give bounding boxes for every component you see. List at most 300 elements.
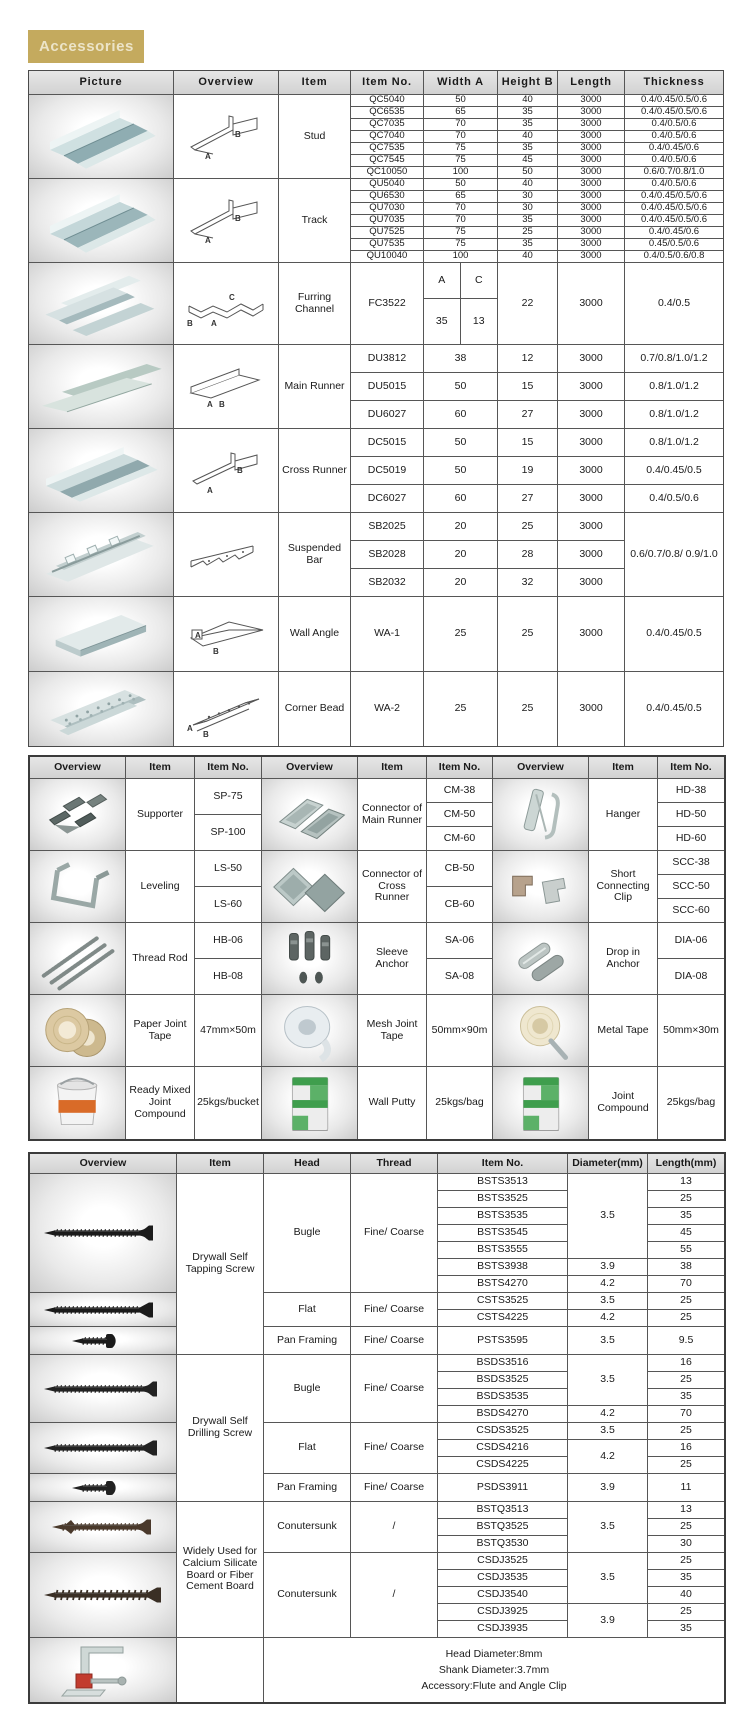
- length-cell: 25: [648, 1191, 724, 1208]
- screw-tapping-flat-cell: [30, 1293, 177, 1327]
- item-no-cell: CSDJ3540: [438, 1587, 568, 1604]
- table3-header-head: Head: [264, 1154, 351, 1174]
- diameter-cell: 3.5: [568, 1174, 648, 1259]
- length-cell: 3000: [558, 457, 625, 485]
- length-cell: 16: [648, 1440, 724, 1457]
- connector-main-photo-image: [264, 782, 354, 848]
- metal-tape-photo-image: [495, 998, 585, 1064]
- item-no-cell: CSDJ3935: [438, 1621, 568, 1638]
- item-no-column-hanger: [658, 779, 724, 851]
- item-no-cell: SCC-60: [658, 899, 724, 923]
- item-no-cell: QC7040: [351, 131, 424, 143]
- head-block-bugle: [264, 1174, 724, 1293]
- length-cell: 3000: [558, 541, 625, 569]
- connector-cross-photo-cell: [262, 851, 358, 923]
- thread-cell: Fine/ Coarse: [351, 1355, 438, 1423]
- sleeve-anchor-photo-cell: [262, 923, 358, 995]
- angle-clip-cell: [30, 1638, 177, 1702]
- item-no-cell: LS-60: [195, 887, 262, 923]
- width-a-cell: 65: [424, 107, 498, 119]
- subrow: [351, 401, 723, 429]
- length-cell: 70: [648, 1406, 724, 1423]
- group-rows-cross-runner: [351, 429, 723, 513]
- screw-image: [67, 1329, 139, 1353]
- item-no-cell: HB-06: [195, 923, 262, 959]
- item-no-cell: QC10050: [351, 167, 424, 179]
- height-b-cell: 35: [498, 215, 558, 227]
- item-no-cell: CSDS4216: [438, 1440, 568, 1457]
- paper-tape-photo-image: [32, 998, 122, 1064]
- thread-cell: Fine/ Coarse: [351, 1327, 438, 1355]
- item-label-main-runner: Main Runner: [279, 345, 351, 429]
- length-cell: 9.5: [648, 1327, 724, 1355]
- svg-text:A: A: [207, 399, 213, 409]
- height-b-cell: 45: [498, 155, 558, 167]
- item-no-cell: BSTS3513: [438, 1174, 568, 1191]
- item-no-cell: BSDS3516: [438, 1355, 568, 1372]
- length-column: [648, 1174, 724, 1293]
- table1-header-item-no: Item No.: [351, 71, 424, 95]
- length-cell: 3000: [558, 263, 625, 345]
- accessories-items-table: [28, 755, 726, 1141]
- table3-header-thread: Thread: [351, 1154, 438, 1174]
- screw-image: [39, 1299, 167, 1321]
- item-no-column: [438, 1293, 568, 1327]
- head-cell: Flat: [264, 1423, 351, 1474]
- head-block-pan-framing: [264, 1474, 724, 1502]
- height-b-cell: 25: [498, 597, 558, 672]
- table1-header-length: Length: [558, 71, 625, 95]
- cross-runner-drawing-image: [183, 441, 269, 501]
- item-no-cell: SB2028: [351, 541, 424, 569]
- width-a-cell: 70: [424, 203, 498, 215]
- item-no-cell: BSTS3555: [438, 1242, 568, 1259]
- item-label-short-connecting-clip: Short Connecting Clip: [589, 851, 658, 923]
- item-no-column: [438, 1327, 568, 1355]
- svg-text:B: B: [213, 647, 219, 656]
- item-no-cell: DC5015: [351, 429, 424, 457]
- width-a-cell: 65: [424, 191, 498, 203]
- item-no-column: [438, 1174, 568, 1293]
- screw-group-1: [30, 1174, 724, 1355]
- width-a-cell: 70: [424, 119, 498, 131]
- wall-angle-overview-cell: [174, 597, 279, 672]
- screw-image: [47, 1516, 159, 1538]
- metal-tape-photo-cell: [493, 995, 589, 1067]
- table1-header-picture: Picture: [29, 71, 174, 95]
- item-no-cell: CSDS4225: [438, 1457, 568, 1474]
- table2-header-item-no-2: Item No.: [427, 757, 493, 779]
- svg-text:B: B: [235, 129, 241, 139]
- item-label-suspended-bar: Suspended Bar: [279, 513, 351, 597]
- table2-header-overview-3: Overview: [493, 757, 589, 779]
- item-no-cell: DU3812: [351, 345, 424, 373]
- note-line: Accessory:Flute and Angle Clip: [421, 1680, 567, 1693]
- cross-runner-photo-image: [32, 432, 170, 510]
- item-no-cell: CSDJ3535: [438, 1570, 568, 1587]
- subrow: [351, 215, 723, 227]
- svg-text:B: B: [219, 399, 225, 409]
- table2-header-item-1: Item: [126, 757, 195, 779]
- table2-header-item-2: Item: [358, 757, 427, 779]
- thickness-cell: 0.4/0.5: [625, 263, 723, 345]
- item-no-cell: SP-100: [195, 815, 262, 851]
- table1-header-item: Item: [279, 71, 351, 95]
- length-column: [648, 1423, 724, 1474]
- table2-row-1: [30, 779, 724, 851]
- length-cell: 35: [648, 1389, 724, 1406]
- item-label-drywall-self-drilling-screw: Drywall Self Drilling Screw: [177, 1355, 264, 1502]
- item-no-column-connector-of-main-runner: [427, 779, 493, 851]
- width-a-subtable: [424, 263, 497, 344]
- item-no-cell: QC7535: [351, 143, 424, 155]
- head-cell: Conutersunk: [264, 1502, 351, 1553]
- width-a-cell: 20: [424, 569, 498, 597]
- length-cell: 13: [648, 1502, 724, 1519]
- height-b-cell: 22: [498, 263, 558, 345]
- length-cell: 45: [648, 1225, 724, 1242]
- supporter-photo-cell: [30, 779, 126, 851]
- length-column: [648, 1327, 724, 1355]
- thread-cell: /: [351, 1502, 438, 1553]
- subrow: [351, 513, 625, 541]
- subrow: [351, 95, 723, 107]
- furring-channel-overview-cell: [174, 263, 279, 345]
- thickness-cell: 0.4/0.5/0.6: [625, 131, 723, 143]
- corner-bead-drawing-image: [183, 679, 269, 739]
- length-cell: 3000: [558, 345, 625, 373]
- item-no-column-paper-joint-tape: [195, 995, 262, 1067]
- length-cell: 25: [648, 1372, 724, 1389]
- sub-label-a: A: [424, 263, 461, 299]
- width-a-cell: 100: [424, 251, 498, 263]
- item-no-cell: FC3522: [351, 263, 424, 345]
- connector-main-photo-cell: [262, 779, 358, 851]
- item-no-cell: BSTQ3513: [438, 1502, 568, 1519]
- item-no-cell: BSDS3525: [438, 1372, 568, 1389]
- height-b-cell: 27: [498, 485, 558, 513]
- diameter-column: [568, 1423, 648, 1474]
- item-label-paper-joint-tape: Paper Joint Tape: [126, 995, 195, 1067]
- width-a-cell: 50: [424, 95, 498, 107]
- height-b-cell: 15: [498, 373, 558, 401]
- item-no-cell: BSDS4270: [438, 1406, 568, 1423]
- height-b-cell: 25: [498, 227, 558, 239]
- svg-text:A: A: [211, 318, 217, 328]
- item-no-cell: DC6027: [351, 485, 424, 513]
- length-cell: 25: [648, 1423, 724, 1440]
- item-no-cell: SP-75: [195, 779, 262, 815]
- item-no-cell: QC7035: [351, 119, 424, 131]
- item-no-cell: SCC-50: [658, 875, 724, 899]
- thickness-cell: 0.6/0.7/0.8/1.0: [625, 167, 723, 179]
- subrow: [351, 485, 723, 513]
- item-no-cell: BSTS3545: [438, 1225, 568, 1242]
- diameter-cell: 3.9: [568, 1604, 648, 1638]
- length-cell: 3000: [558, 569, 625, 597]
- thickness-cell: 0.8/1.0/1.2: [625, 373, 723, 401]
- stud-photo-image: [32, 98, 170, 176]
- screw-image: [39, 1378, 167, 1400]
- table2-header-row: [30, 757, 724, 779]
- item-no-cell: QU7035: [351, 215, 424, 227]
- length-cell: 3000: [558, 401, 625, 429]
- item-no-cell: CSDS3525: [438, 1423, 568, 1440]
- width-a-cell: 25: [424, 672, 498, 746]
- subrow: [351, 457, 723, 485]
- height-b-cell: 28: [498, 541, 558, 569]
- shared-thickness-wrap: [351, 513, 723, 597]
- width-a-cell: 75: [424, 239, 498, 251]
- group-rows-track: [351, 179, 723, 263]
- short-clip-photo-image: [495, 854, 585, 920]
- thickness-cell: 0.4/0.5/0.6: [625, 179, 723, 191]
- table1-header-overview: Overview: [174, 71, 279, 95]
- item-label-widely-used-for-calcium-silicate-board-or-fiber-cement-board: Widely Used for Calcium Silicate Board or Fiber Cement Board: [177, 1502, 264, 1638]
- angle-clip-image: [43, 1641, 163, 1699]
- height-b-cell: 25: [498, 672, 558, 746]
- subrow: [351, 131, 723, 143]
- table1-header-height-b: Height B: [498, 71, 558, 95]
- length-cell: 3000: [558, 203, 625, 215]
- putty-bag-photo-cell: [262, 1067, 358, 1139]
- subrow: [351, 541, 625, 569]
- corner-bead-overview-cell: [174, 672, 279, 746]
- group-rows-suspended-bar: [351, 513, 723, 597]
- subrow: [351, 373, 723, 401]
- height-b-cell: 32: [498, 569, 558, 597]
- item-no-cell: CB-50: [427, 851, 493, 887]
- length-cell: 25: [648, 1457, 724, 1474]
- height-b-cell: 35: [498, 119, 558, 131]
- length-cell: 35: [648, 1570, 724, 1587]
- length-cell: 3000: [558, 429, 625, 457]
- screw-drilling-flat-cell: [30, 1423, 177, 1474]
- note-line: Shank Diameter:3.7mm: [438, 1663, 550, 1676]
- length-cell: 30: [648, 1536, 724, 1553]
- diameter-column: [568, 1355, 648, 1423]
- length-cell: 25: [648, 1310, 724, 1327]
- thread-cell: Fine/ Coarse: [351, 1474, 438, 1502]
- head-cell: Bugle: [264, 1355, 351, 1423]
- item-label-drop-in-anchor: Drop in Anchor: [589, 923, 658, 995]
- item-label-wall-putty: Wall Putty: [358, 1067, 427, 1139]
- length-cell: 3000: [558, 227, 625, 239]
- thickness-cell: 0.8/1.0/1.2: [625, 401, 723, 429]
- item-no-cell: QU7030: [351, 203, 424, 215]
- head-block-flat: [264, 1293, 724, 1327]
- length-cell: 11: [648, 1474, 724, 1502]
- overview-column: [30, 1502, 177, 1638]
- supporter-photo-image: [32, 782, 122, 848]
- head-cell: Pan Framing: [264, 1327, 351, 1355]
- item-label-furring-channel: Furring Channel: [279, 263, 351, 345]
- item-no-cell: CM-38: [427, 779, 493, 803]
- diameter-column: [568, 1474, 648, 1502]
- item-no-cell: 47mm×50m: [195, 995, 262, 1067]
- width-a-cell: 25: [424, 597, 498, 672]
- item-no-cell: SCC-38: [658, 851, 724, 875]
- length-cell: 3000: [558, 155, 625, 167]
- table3-header-row: [30, 1154, 724, 1174]
- length-cell: 3000: [558, 251, 625, 263]
- item-label-leveling: Leveling: [126, 851, 195, 923]
- blocks-column: [264, 1174, 724, 1355]
- item-label-joint-compound: Joint Compound: [589, 1067, 658, 1139]
- svg-text:A: A: [195, 631, 201, 640]
- thickness-merged-cell: 0.6/0.7/0.8/ 0.9/1.0: [625, 513, 723, 597]
- drop-anchor-photo-image: [495, 926, 585, 992]
- width-a-cell: 50: [424, 429, 498, 457]
- diameter-cell: 4.2: [568, 1310, 648, 1327]
- table2-header-overview-2: Overview: [262, 757, 358, 779]
- suspended-bar-photo-image: [32, 516, 170, 594]
- wall-angle-photo-image: [32, 599, 170, 668]
- width-a-subtable-cell: [424, 263, 498, 345]
- screw-group-3: [30, 1502, 724, 1638]
- length-cell: 3000: [558, 373, 625, 401]
- item-no-cell: DU5015: [351, 373, 424, 401]
- subrow: [351, 345, 723, 373]
- thread-rod-photo-cell: [30, 923, 126, 995]
- thickness-cell: 0.4/0.45/0.5/0.6: [625, 107, 723, 119]
- main-runner-overview-cell: [174, 345, 279, 429]
- item-label-cross-runner: Cross Runner: [279, 429, 351, 513]
- item-no-cell: DIA-06: [658, 923, 724, 959]
- item-no-column: [438, 1355, 568, 1423]
- group-cross-runner: [29, 429, 723, 513]
- svg-text:B: B: [237, 465, 243, 475]
- screw-pan-cell: [30, 1327, 177, 1355]
- item-no-cell: DC5019: [351, 457, 424, 485]
- length-cell: 3000: [558, 191, 625, 203]
- length-cell: 3000: [558, 143, 625, 155]
- head-block-conutersunk: [264, 1502, 724, 1553]
- thickness-cell: 0.4/0.45/0.5/0.6: [625, 95, 723, 107]
- svg-text:A: A: [205, 151, 211, 161]
- group-wall-angle: [29, 597, 723, 672]
- item-no-cell: 25kgs/bag: [666, 1096, 716, 1109]
- item-no-cell: BSTS3525: [438, 1191, 568, 1208]
- thickness-cell: 0.4/0.45/0.6: [625, 227, 723, 239]
- item-no-column-metal-tape: [658, 995, 724, 1067]
- item-no-cell: CSDJ3925: [438, 1604, 568, 1621]
- overview-column: [30, 1355, 177, 1502]
- item-no-cell: WA-1: [351, 597, 424, 672]
- diameter-cell: 3.5: [568, 1502, 648, 1553]
- cross-runner-picture-cell: [29, 429, 174, 513]
- item-no-cell: QC5040: [351, 95, 424, 107]
- compound-bag-photo-cell: [493, 1067, 589, 1139]
- thickness-cell: 0.4/0.45/0.5/0.6: [625, 215, 723, 227]
- height-b-cell: 40: [498, 95, 558, 107]
- length-cell: 3000: [558, 107, 625, 119]
- head-block-pan-framing: [264, 1327, 724, 1355]
- item-label-connector-of-main-runner: Connector of Main Runner: [358, 779, 427, 851]
- diameter-column: [568, 1553, 648, 1638]
- length-cell: 35: [648, 1208, 724, 1225]
- screw-group-2: [30, 1355, 724, 1502]
- stud-picture-cell: [29, 95, 174, 179]
- item-label-hanger: Hanger: [589, 779, 658, 851]
- thickness-cell: 0.4/0.45/0.5: [625, 597, 723, 672]
- item-no-column: [438, 1474, 568, 1502]
- item-no-column-wall-putty: [427, 1067, 493, 1139]
- note-line: Head Diameter:8mm: [445, 1647, 543, 1660]
- width-a-cell: 60: [424, 401, 498, 429]
- thickness-cell: 0.4/0.45/0.5/0.6: [625, 191, 723, 203]
- item-no-cell: DU6027: [351, 401, 424, 429]
- diameter-cell: 4.2: [568, 1406, 648, 1423]
- height-b-cell: 40: [498, 131, 558, 143]
- subrow: [351, 119, 723, 131]
- height-b-cell: 25: [498, 513, 558, 541]
- track-picture-cell: [29, 179, 174, 263]
- wall-angle-picture-cell: [29, 597, 174, 672]
- thread-cell: Fine/ Coarse: [351, 1423, 438, 1474]
- item-no-column-thread-rod: [195, 923, 262, 995]
- diameter-cell: 3.5: [568, 1423, 648, 1440]
- table2-row-5: [30, 1067, 724, 1139]
- svg-text:B: B: [187, 318, 193, 328]
- item-label-thread-rod: Thread Rod: [126, 923, 195, 995]
- item-label-mesh-joint-tape: Mesh Joint Tape: [358, 995, 427, 1067]
- subrow: [351, 107, 723, 119]
- svg-text:A: A: [205, 235, 211, 245]
- length-cell: 25: [648, 1293, 724, 1310]
- table3-header-overview: Overview: [30, 1154, 177, 1174]
- width-a-cell: 50: [424, 373, 498, 401]
- length-column: [648, 1553, 724, 1638]
- item-no-cell: CSTS3525: [438, 1293, 568, 1310]
- length-cell: 55: [648, 1242, 724, 1259]
- main-runner-drawing-image: [183, 357, 269, 417]
- track-photo-image: [32, 182, 170, 260]
- subrow: [351, 143, 723, 155]
- item-no-cell: HD-60: [658, 827, 724, 851]
- height-b-cell: 15: [498, 429, 558, 457]
- height-b-cell: 30: [498, 191, 558, 203]
- bag-image: [264, 1070, 354, 1136]
- item-no-cell: CSTS4225: [438, 1310, 568, 1327]
- furring-channel-picture-cell: [29, 263, 174, 345]
- item-no-cell: HD-38: [658, 779, 724, 803]
- item-no-cell: CB-60: [427, 887, 493, 923]
- screw-drilling-pan-cell: [30, 1474, 177, 1502]
- screws-spec-table: [28, 1152, 726, 1704]
- width-a-cell: 70: [424, 215, 498, 227]
- table2-row-3: [30, 923, 724, 995]
- screw-image: [39, 1583, 167, 1607]
- width-a-cell: 75: [424, 227, 498, 239]
- cross-runner-overview-cell: [174, 429, 279, 513]
- table1-header-width-a: Width A: [424, 71, 498, 95]
- length-cell: 25: [648, 1604, 724, 1621]
- width-a-cell: 50: [424, 457, 498, 485]
- subrow: [351, 227, 723, 239]
- head-cell: Flat: [264, 1293, 351, 1327]
- group-corner-bead: [29, 672, 723, 746]
- subrow: [351, 239, 723, 251]
- subrow: [351, 569, 625, 597]
- length-cell: 13: [648, 1174, 724, 1191]
- item-no-cell: SB2025: [351, 513, 424, 541]
- item-no-cell: 25kgs/bag: [427, 1067, 493, 1139]
- item-no-cell: BSTS3535: [438, 1208, 568, 1225]
- head-block-conutersunk: [264, 1553, 724, 1638]
- length-cell: 35: [648, 1621, 724, 1638]
- item-no-cell: QC7545: [351, 155, 424, 167]
